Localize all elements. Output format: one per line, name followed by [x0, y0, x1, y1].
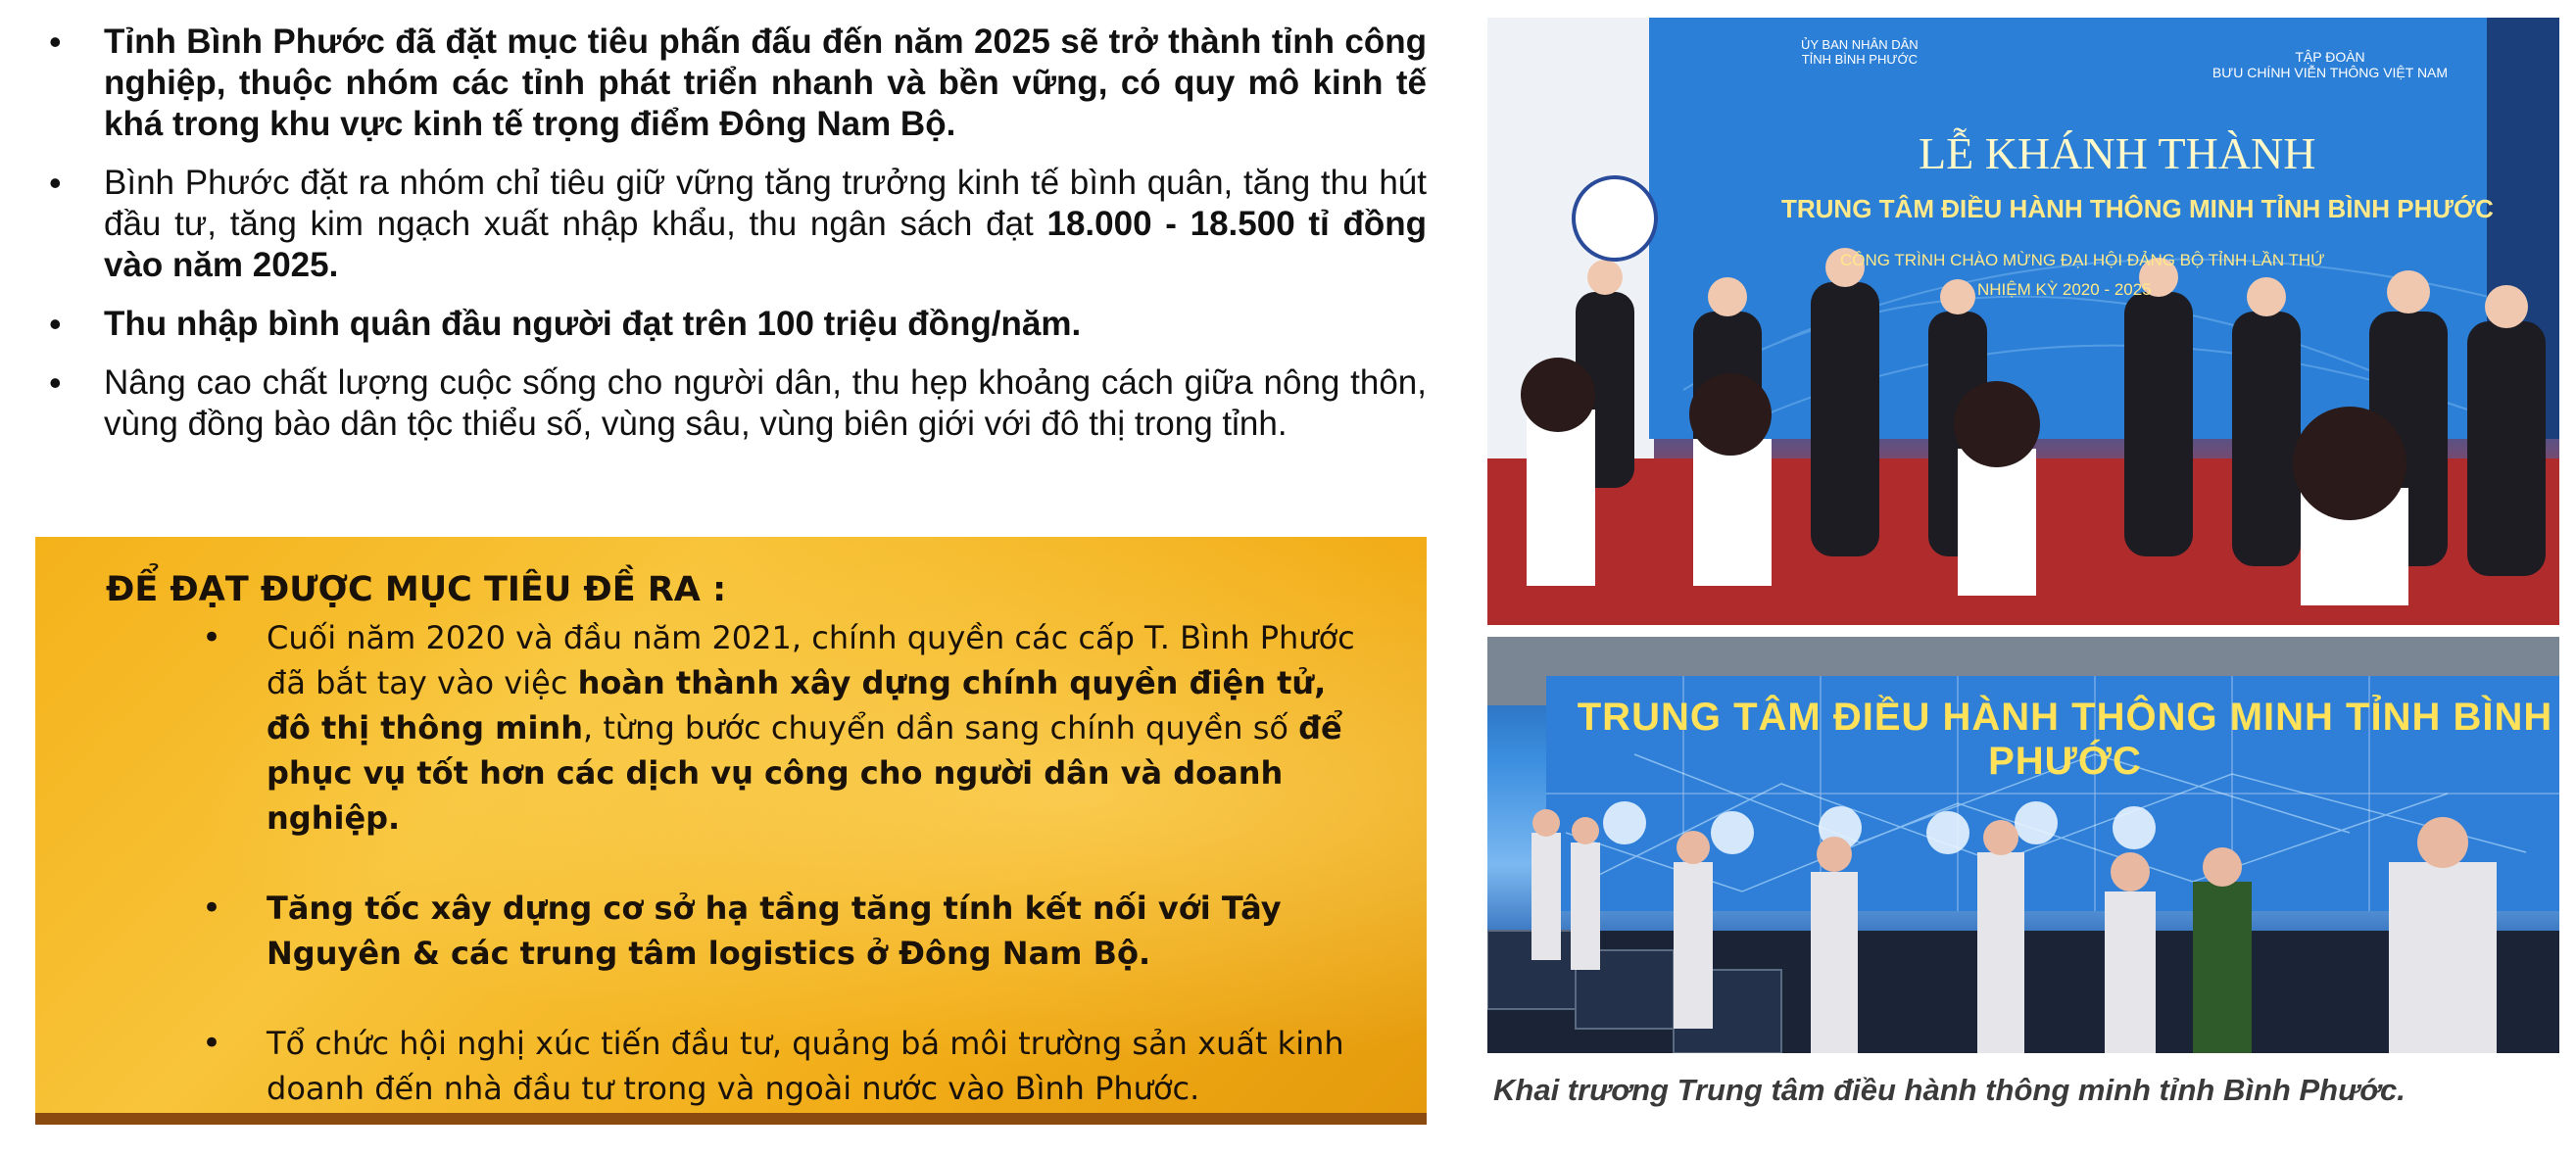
- list-item: • Tỉnh Bình Phước đã đặt mục tiêu phấn đấu đến năm 2025 sẽ trở thành tỉnh công nghiệp, thuộc nhóm các tỉnh phát triển nhanh và bền vững, có quy mô kinh tế khá trong khu vực kinh tế trọng điểm Đông Nam Bộ.: [49, 22, 1427, 143]
- text-run: hoàn thành xây dựng chính quyền điện tử, đô thị thông minh: [267, 664, 1327, 747]
- list-item: • Tổ chức hội nghị xúc tiến đầu tư, quảng bá môi trường sản xuất kinh doanh đến nhà đầu tư trong và ngoài nước vào Bình Phước.: [202, 1024, 1344, 1107]
- banner-line-3: CÔNG TRÌNH CHÀO MỪNG ĐẠI HỘI ĐẢNG BỘ TỈNH LẦN THỨ: [1840, 251, 2325, 269]
- list-item: • Nâng cao chất lượng cuộc sống cho người dân, thu hẹp khoảng cách giữa nông thôn, vùng đồng bào dân tộc thiểu số, vùng sâu, vùng biên giới với đô thị trong tỉnh.: [49, 362, 1427, 443]
- goal-box: [35, 537, 1427, 1125]
- operation-center-photo: [1487, 637, 2559, 1053]
- goal-list: [202, 615, 1378, 1156]
- list-item: • Thu nhập bình quân đầu người đạt trên 100 triệu đồng/năm.: [49, 304, 1082, 344]
- banner-title: LỄ KHÁNH THÀNH: [1919, 128, 2316, 178]
- ceremony-photo: [1487, 18, 2559, 625]
- org-left-label: ỦY BAN NHÂN DÂN TỈNH BÌNH PHƯỚC: [1801, 37, 1919, 67]
- list-item: • Bình Phước đặt ra nhóm chỉ tiêu giữ vững tăng trưởng kinh tế bình quân, tăng thu hút đầu tư, tăng kim ngạch xuất nhập khẩu, thu ngân sách đạt 18.000 - 18.500 tỉ đồng vào năm 2025.: [49, 163, 1427, 284]
- text-run: , từng bước chuyển dần sang chính quyền số: [582, 709, 1299, 747]
- text-run: Tăng tốc xây dựng cơ sở hạ tầng tăng tính kết nối với Tây Nguyên & các trung tâm logistics ở Đông Nam Bộ.: [267, 890, 1282, 972]
- text-run: Nâng cao chất lượng cuộc sống cho người dân, thu hẹp khoảng cách giữa nông thôn, vùng đồng bào dân tộc thiểu số, vùng sâu, vùng biên giới với đô thị trong tỉnh.: [104, 363, 1427, 443]
- objectives-list: [35, 22, 1427, 445]
- text-run: Cuối năm 2020 và đầu năm 2021, chính quyền các cấp T. Bình Phước đã bắt tay vào việc: [267, 619, 1355, 701]
- ceremony-scene: [1487, 18, 2559, 625]
- org-right-label: TẬP ĐOÀN BƯU CHÍNH VIỄN THÔNG VIỆT NAM: [2211, 49, 2449, 80]
- list-item: • Cuối năm 2020 và đầu năm 2021, chính quyền các cấp T. Bình Phước đã bắt tay vào việc hoàn thành xây dựng chính quyền điện tử, đô thị thông minh, từng bước chuyển dần sang chính quyền số để phục vụ tốt hơn các dịch vụ công cho người dân và doanh nghiệp.: [202, 618, 1355, 837]
- text-run: 18.000 - 18.500 tỉ đồng vào năm 2025.: [104, 205, 1427, 284]
- goal-box-title: ĐỂ ĐẠT ĐƯỢC MỤC TIÊU ĐỀ RA :: [106, 570, 727, 609]
- banner-subtitle: TRUNG TÂM ĐIỀU HÀNH THÔNG MINH TỈNH BÌNH PHƯỚC: [1781, 194, 2494, 223]
- photo-caption: Khai trương Trung tâm điều hành thông minh tỉnh Bình Phước.: [1493, 1073, 2406, 1107]
- text-run: để phục vụ tốt hơn các dịch vụ công cho người dân và doanh nghiệp.: [267, 709, 1342, 837]
- text-run: Bình Phước đặt ra nhóm chỉ tiêu giữ vững tăng trưởng kinh tế bình quân, tăng thu hút đầu tư, tăng kim ngạch xuất nhập khẩu, thu ngân sách đạt: [104, 164, 1427, 243]
- text-run: Tỉnh Bình Phước đã đặt mục tiêu phấn đấu đến năm 2025 sẽ trở thành tỉnh công nghiệp, thuộc nhóm các tỉnh phát triển nhanh và bền vững, có quy mô kinh tế khá trong khu vực kinh tế trọng điểm Đông Nam Bộ.: [104, 23, 1427, 143]
- objectives-section: [35, 22, 1427, 462]
- text-run: Tổ chức hội nghị xúc tiến đầu tư, quảng bá môi trường sản xuất kinh doanh đến nhà đầu tư trong và ngoài nước vào Bình Phước.: [267, 1025, 1344, 1107]
- text-run: Thu nhập bình quân đầu người đạt trên 100 triệu đồng/năm.: [104, 305, 1082, 343]
- banner-line-4: NHIỆM KỲ 2020 - 2025: [1977, 280, 2152, 299]
- video-wall-title: TRUNG TÂM ĐIỀU HÀNH THÔNG MINH TỈNH BÌNH PHƯỚC: [1577, 696, 2553, 783]
- list-item: • Tăng tốc xây dựng cơ sở hạ tầng tăng tính kết nối với Tây Nguyên & các trung tâm logistics ở Đông Nam Bộ.: [202, 889, 1282, 972]
